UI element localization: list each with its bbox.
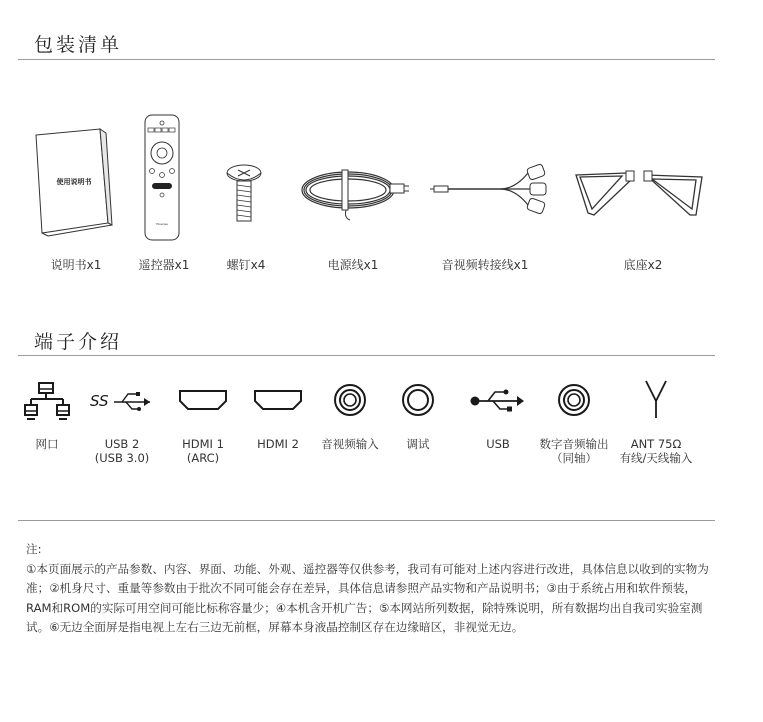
port-label-coaxial-line1: 数字音频输出 — [539, 437, 609, 451]
coaxial-audio-icon — [557, 383, 591, 417]
port-label-usb2-line1: USB 2 — [104, 437, 140, 451]
port-label-coaxial-line2: （同轴） — [551, 451, 597, 465]
package-label-screw: 螺钉x4 — [226, 258, 266, 272]
port-label-hdmi2 — [243, 437, 313, 451]
power-cable-image — [296, 160, 411, 222]
package-label-stand: 底座x2 — [623, 258, 663, 272]
antenna-icon — [643, 379, 669, 419]
package-label-manual: 说明书x1 — [50, 258, 102, 272]
screw-image — [224, 163, 264, 225]
port-label-usb-line1: USB — [486, 437, 510, 451]
usb-ss-icon — [90, 389, 154, 413]
network-icon — [25, 381, 69, 421]
notes-block — [26, 540, 716, 638]
port-label-coaxial — [532, 437, 616, 465]
manual-image — [30, 125, 115, 240]
package-divider — [18, 59, 715, 60]
svg-text:Hisense: Hisense — [156, 222, 168, 226]
port-label-debug-line1: 调试 — [406, 437, 430, 451]
package-section-title: 包装清单 — [34, 34, 123, 56]
hdmi1-icon — [178, 389, 228, 411]
debug-port-icon — [401, 383, 435, 417]
port-label-av-input-line1: 音视频输入 — [321, 437, 379, 451]
package-label-remote: 遥控器x1 — [138, 258, 190, 272]
port-label-antenna-line1: ANT 75Ω — [630, 437, 682, 451]
notes-divider — [18, 520, 715, 521]
notes-label: 注: — [26, 542, 42, 556]
ports-section-title: 端子介绍 — [34, 331, 123, 353]
port-label-usb — [473, 437, 523, 451]
ports-divider — [18, 355, 715, 356]
manual-cover-text: 使用说明书 — [56, 178, 92, 186]
port-label-hdmi1-line2: (ARC) — [186, 451, 220, 465]
port-label-debug — [393, 437, 443, 451]
port-label-antenna — [612, 437, 700, 465]
av-cable-image — [430, 163, 552, 215]
port-label-av-input — [314, 437, 386, 451]
port-label-hdmi1-line1: HDMI 1 — [182, 437, 224, 451]
hdmi2-icon — [253, 389, 303, 411]
port-label-usb2 — [82, 437, 162, 465]
stand-image — [570, 163, 710, 223]
port-label-lan-line1: 网口 — [35, 437, 59, 451]
package-label-av-cable: 音视频转接线x1 — [441, 258, 529, 272]
usb-icon — [470, 387, 526, 413]
remote-image — [140, 113, 185, 243]
svg-text:SS: SS — [90, 392, 109, 410]
package-label-power-cable: 电源线x1 — [327, 258, 379, 272]
port-label-hdmi1 — [168, 437, 238, 465]
port-label-antenna-line2: 有线/天线输入 — [619, 451, 693, 465]
port-label-lan — [22, 437, 72, 451]
notes-text: ①本页面展示的产品参数、内容、界面、功能、外观、遥控器等仅供参考，我司有可能对上述内容进行改进，具体信息以收到的实物为准；②机身尺寸、重量等参数由于批次不同可能会存在差异，具体信息请参照产品实物和产品说明书；③由于系统占用和软件预装，RAM和ROM的实际可用空间可能比标称容量少；④本机含开机广告；⑤本网站所列数据，除特殊说明，所有数据均出自我司实验室测试。⑥无边全面屏是指电视上左右三边无前框，屏幕本身液晶控制区存在边缘暗区，非视觉无边。 — [26, 561, 709, 634]
port-label-usb2-line2: (USB 3.0) — [94, 451, 150, 465]
port-label-hdmi2-line1: HDMI 2 — [257, 437, 299, 451]
av-input-icon — [333, 383, 367, 417]
